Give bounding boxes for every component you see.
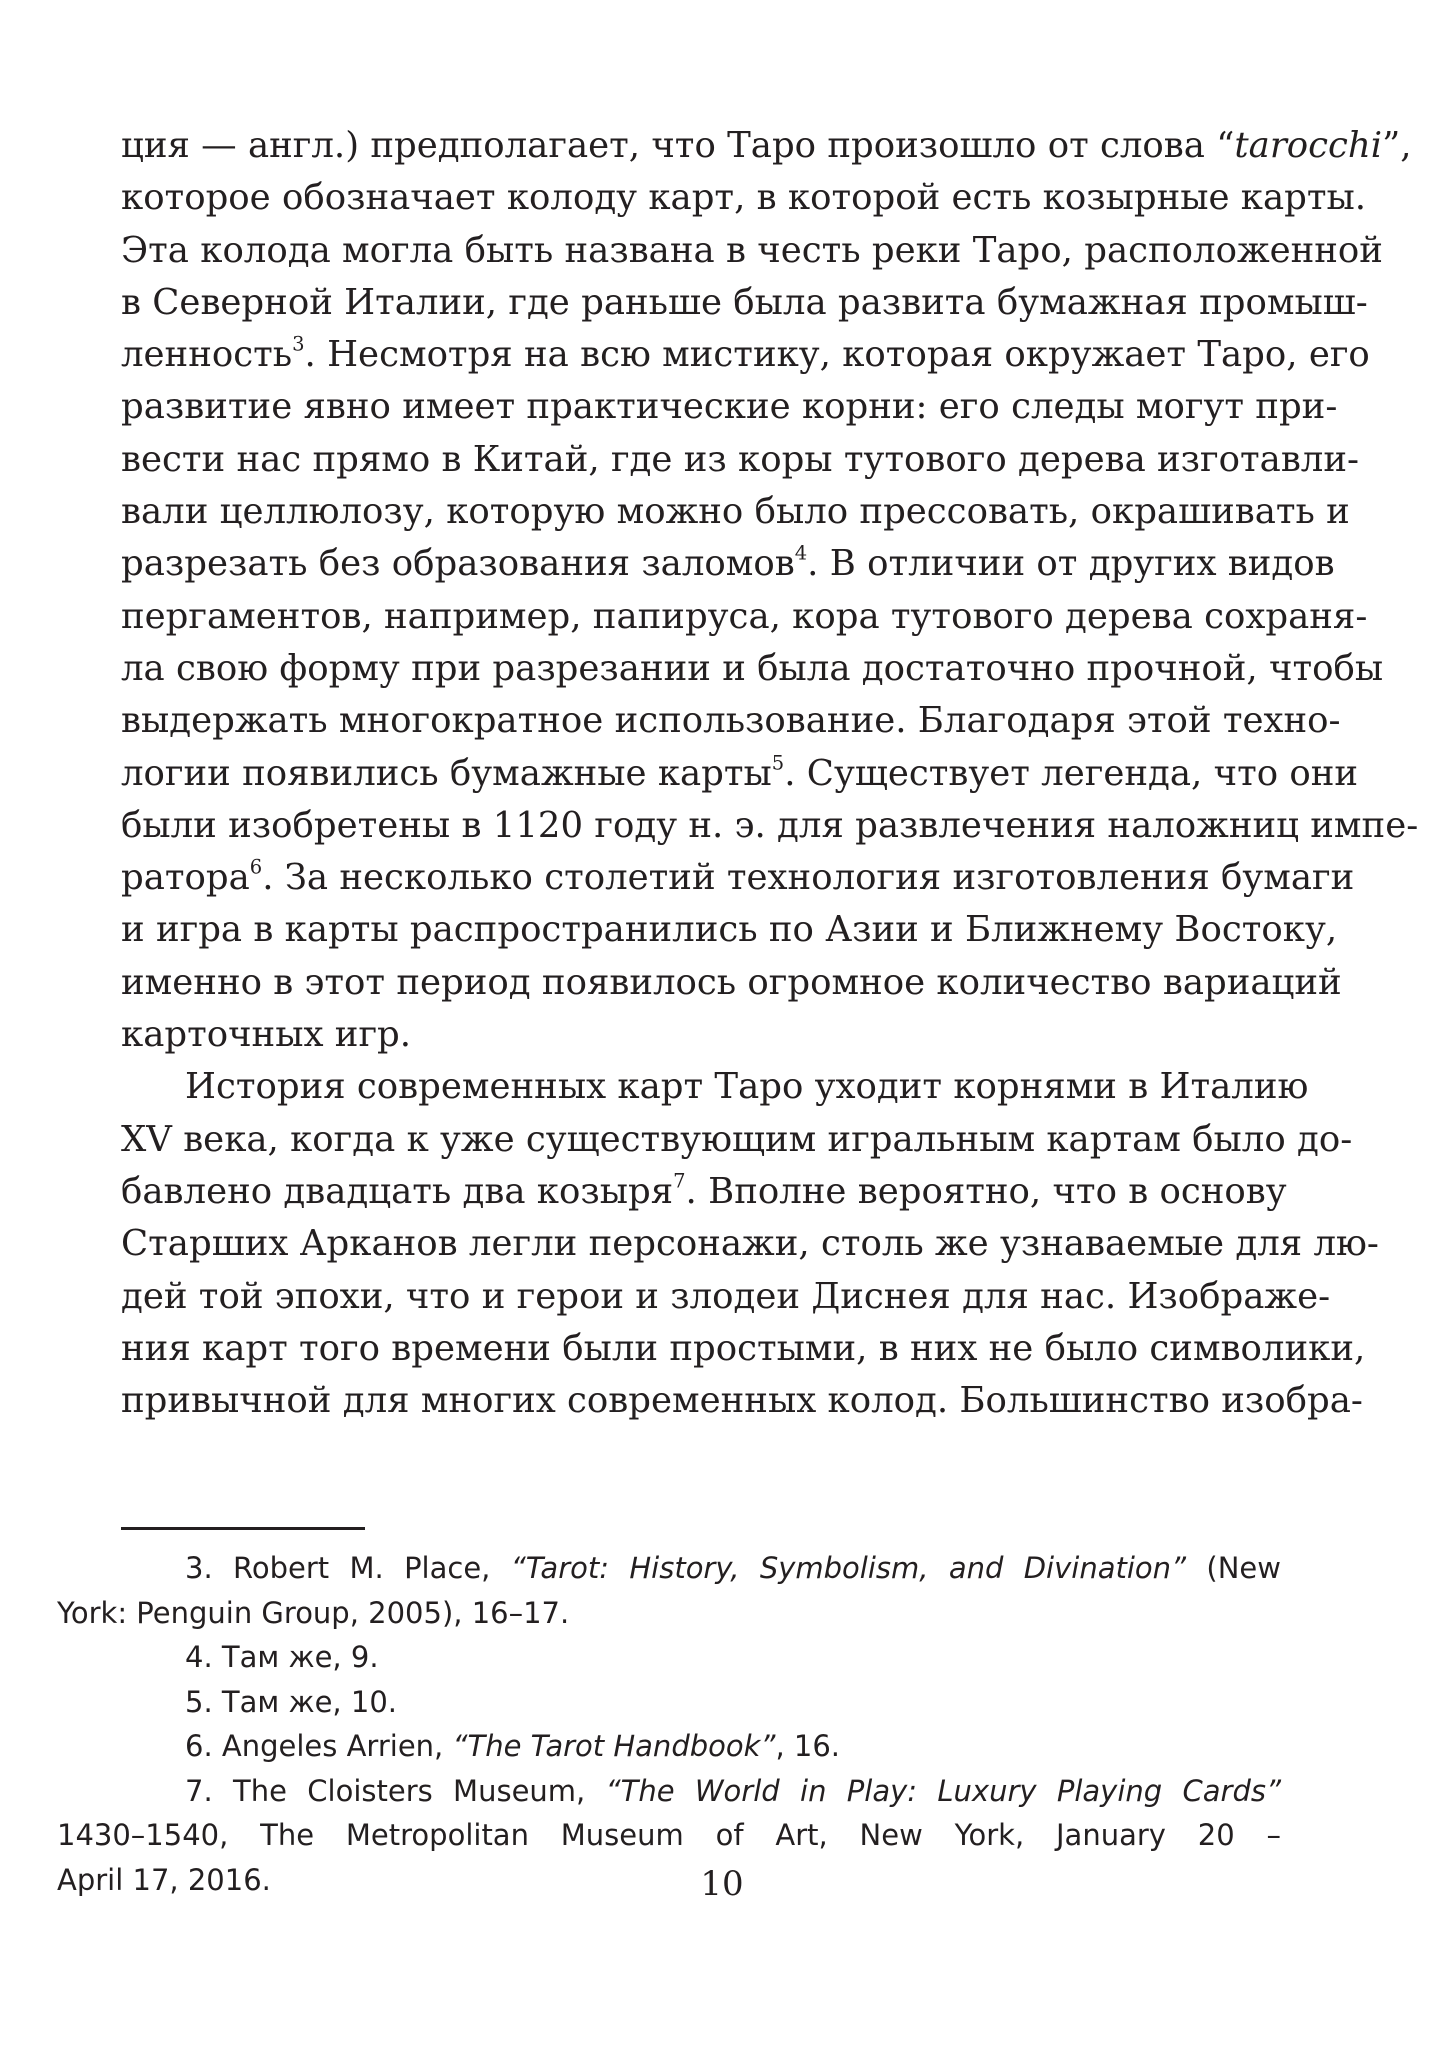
text-line: ния карт того времени были простыми, в них не было символики, xyxy=(121,1327,1366,1369)
text-line: привычной для многих современных колод. Большинство изобра- xyxy=(121,1380,1363,1422)
text-line: ленность$^3$. Несмотря на всю мистику, которая окружает Таро, его xyxy=(121,332,1370,376)
text-line: дей той эпохи, что и герои и злодеи Диснея для нас. Изображе- xyxy=(121,1275,1331,1317)
footnote-line: April 17, 2016. xyxy=(57,1862,271,1897)
footnote-4 xyxy=(121,1635,1281,1680)
text-line: Старших Арканов легли персонажи, столь же узнаваемые для лю- xyxy=(121,1223,1379,1265)
paragraph xyxy=(121,120,1419,1061)
text-line: Эта колода могла быть названа в честь реки Таро, расположенной xyxy=(121,229,1383,271)
text-line: развитие явно имеет практические корни: его следы могут при- xyxy=(121,386,1338,428)
footnote-3 xyxy=(57,1546,1281,1635)
footnote-ref: 4 xyxy=(794,541,808,565)
footnote-line: 3. Robert M. Place, “Tarot: History, Symbolism, and Divination” (New xyxy=(185,1551,1281,1585)
text-line: ратора$^6$. За несколько столетий технология изготовления бумаги xyxy=(121,855,1355,899)
footnote-line: 4. Там же, 9. xyxy=(185,1640,379,1674)
text-line: XV века, когда к уже существующим игральным картам было до- xyxy=(121,1118,1353,1160)
body-text xyxy=(121,120,1419,1427)
text-line: и игра в карты распространились по Азии и Ближнему Востоку, xyxy=(121,909,1338,951)
text-line: вести нас прямо в Китай, где из коры тутового дерева изготавли- xyxy=(121,438,1360,480)
footnote-line: 5. Там же, 10. xyxy=(185,1684,397,1719)
text-line: пергаментов, например, папируса, кора тутового дерева сохраня- xyxy=(121,595,1368,637)
footnotes xyxy=(57,1546,1281,1902)
footnote-ref: 5 xyxy=(771,750,785,774)
footnote-line: York: Penguin Group, 2005), 16–17. xyxy=(57,1595,570,1630)
text-line: бавлено двадцать два козыря$^7$. Вполне вероятно, что в основу xyxy=(121,1169,1287,1212)
text-line: которое обозначает колоду карт, в которой есть козырные карты. xyxy=(121,177,1367,219)
footnote-5 xyxy=(121,1680,1281,1725)
text-line: логии появились бумажные карты$^5$. Существует легенда, что они xyxy=(121,750,1359,794)
text-line: История современных карт Таро уходит корнями в Италию xyxy=(185,1066,1309,1108)
footnote-line: 7. The Cloisters Museum, “The World in Play: Luxury Playing Cards” xyxy=(185,1773,1281,1808)
text-line: были изобретены в 1120 году н. э. для развлечения наложниц импе- xyxy=(121,804,1419,846)
footnote-ref: 7 xyxy=(673,1169,686,1193)
footnote-ref: 6 xyxy=(249,855,263,879)
footnote-line: 1430–1540, The Metropolitan Museum of Art, New York, January 20 – xyxy=(57,1818,1281,1852)
page-number: 10 xyxy=(700,1864,744,1904)
footnote-line: 6. Angeles Arrien, “The Tarot Handbook”, 16. xyxy=(185,1729,840,1763)
text-line: разрезать без образования заломов$^4$. В отличии от других видов xyxy=(121,541,1335,585)
footnote-6 xyxy=(121,1724,1281,1769)
text-line: ция — англ.) предполагает, что Таро произошло от слова “tarocchi”, xyxy=(121,125,1412,166)
footnote-ref: 3 xyxy=(292,332,305,356)
text-line: вали целлюлозу, которую можно было прессовать, окрашивать и xyxy=(121,491,1350,533)
text-line: в Северной Италии, где раньше была развита бумажная промыш- xyxy=(121,281,1368,323)
text-line: выдержать многократное использование. Благодаря этой техно- xyxy=(121,700,1341,742)
footnote-divider xyxy=(121,1527,365,1530)
text-line: именно в этот период появилось огромное количество вариаций xyxy=(121,961,1342,1003)
paragraph xyxy=(121,1061,1379,1427)
text-line: ла свою форму при разрезании и была достаточно прочной, чтобы xyxy=(121,647,1384,689)
text-line: карточных игр. xyxy=(121,1014,412,1056)
